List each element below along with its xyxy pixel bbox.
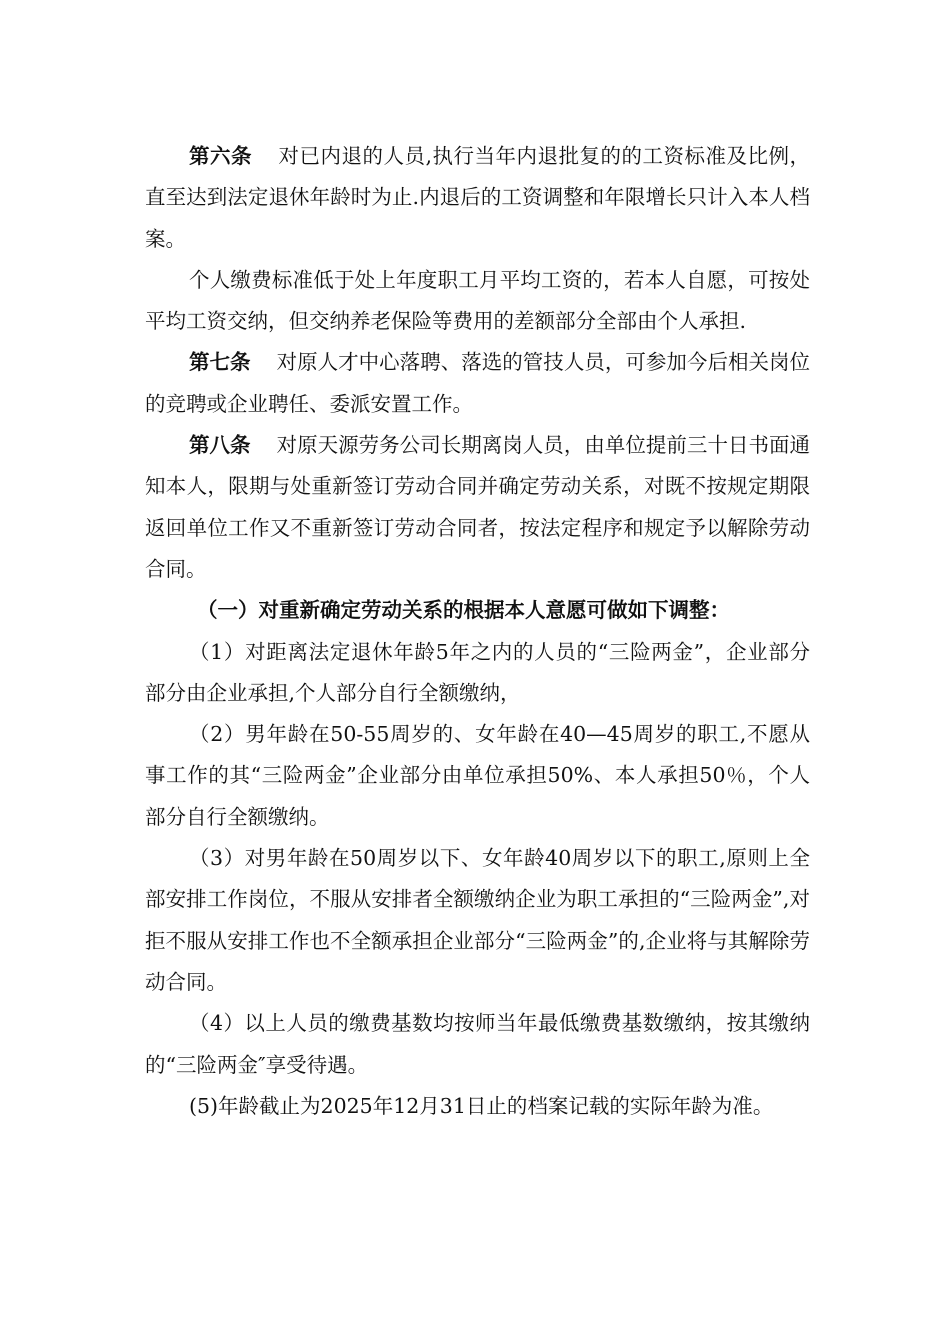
- article-7: [145, 342, 810, 425]
- article-8-text: 对原天源劳务公司长期离岗人员，由单位提前三十日书面通知本人，限期与处重新签订劳动合同并确定劳动关系，对既不按规定期限返回单位工作又不重新签订劳动合同者，按法定程序和规定予以解除劳动合同。: [145, 433, 811, 581]
- article-8: [145, 425, 810, 590]
- article-7-text: 对原人才中心落聘、落选的管技人员，可参加今后相关岗位的竞聘或企业聘任、委派安置工作。: [145, 350, 811, 416]
- list-item-1: （1）对距离法定退休年龄5年之内的人员的“三险两金”，企业部分部分由企业承担,个人部分自行全额缴纳，: [145, 639, 810, 705]
- list-item-5: (5)年龄截止为2025年12月31日止的档案记载的实际年龄为准。: [189, 1093, 774, 1118]
- article-8-label: 第八条: [189, 433, 251, 458]
- section-1-heading: （一）对重新确定劳动关系的根据本人意愿可做如下调整：: [197, 598, 730, 623]
- article-6: [145, 136, 810, 260]
- article-6-paragraph-2: 个人缴费标准低于处上年度职工月平均工资的，若本人自愿，可按处平均工资交纳，但交纳养老保险等费用的差额部分全部由个人承担.: [145, 267, 810, 334]
- article-7-label: 第七条: [189, 350, 251, 375]
- list-item-3: （3）对男年龄在50周岁以下、女年龄40周岁以下的职工,原则上全部安排工作岗位，不服从安排者全额缴纳企业为职工承担的“三险两金”,对拒不服从安排工作也不全额承担企业部分“三险两金”的,企业将与其解除劳动合同。: [145, 846, 810, 994]
- list-item-2: （2）男年龄在50-55周岁的、女年龄在40—45周岁的职工,不愿从事工作的其“三险两金”企业部分由单位承担50%、本人承担50％，个人部分自行全额缴纳。: [145, 722, 810, 829]
- article-6-label: 第六条: [189, 144, 252, 168]
- list-item-4: （4）以上人员的缴费基数均按师当年最低缴费基数缴纳，按其缴纳的“三险两金″享受待遇。: [145, 1011, 810, 1077]
- article-6-text: 对已内退的人员,执行当年内退批复的的工资标准及比例，直至达到法定退休年龄时为止.内退后的工资调整和年限增长只计入本人档案。: [145, 144, 811, 251]
- document-page: [145, 136, 810, 1127]
